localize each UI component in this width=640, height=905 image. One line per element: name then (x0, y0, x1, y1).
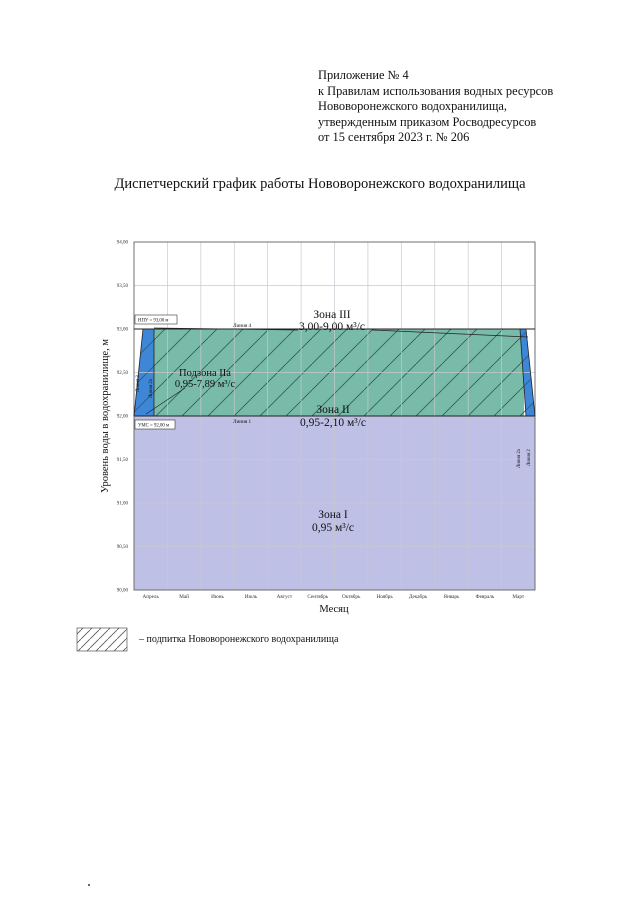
x-tick-label: Октябрь (342, 594, 361, 600)
x-tick-label: Январь (443, 594, 460, 600)
appendix-line: к Правилам использования водных ресурсов (318, 83, 554, 98)
zone-1-flow: 0,95 м³/с (311, 522, 355, 534)
legend (77, 628, 339, 651)
zone-2a-name: Подзона IIа (179, 368, 231, 379)
zone-2-name: Зона II (316, 404, 350, 416)
y-tick-label: 94,00 (116, 240, 128, 246)
y-tick-label: 92,50 (116, 371, 128, 376)
page-dot (88, 884, 90, 886)
line-2-label: Линия 2 (527, 449, 532, 466)
y-axis-label: Уровень воды в водохранилище, м (100, 338, 111, 494)
x-tick-label: Декабрь (408, 594, 428, 600)
x-axis-label: Месяц (319, 604, 349, 615)
x-tick-label: Август (276, 594, 293, 600)
appendix-line: утвержденным приказом Росводресурсов (318, 114, 537, 129)
x-tick-label: Февраль (475, 594, 495, 600)
line-4-label: Линия 4 (233, 323, 252, 329)
y-tick-label: 92,00 (116, 414, 128, 420)
y-tick-label: 90,00 (116, 588, 128, 594)
appendix-line: от 15 сентября 2023 г. № 206 (318, 130, 470, 145)
legend-hatch-label: – подпитка Нововоронежского водохранилища (139, 634, 339, 645)
zone-3-name: Зона III (313, 309, 351, 321)
y-tick-label: 90,50 (116, 545, 128, 550)
x-tick-label: Март (512, 594, 525, 600)
y-tick-label: 93,50 (116, 284, 128, 289)
zone-3-flow: 3,00-9,00 м³/с (299, 321, 365, 333)
line-2a-left-label: Линия 2а (149, 379, 154, 398)
x-tick-label: Май (179, 594, 189, 600)
x-tick-label: Июнь (211, 594, 224, 600)
x-tick-label: Ноябрь (376, 594, 393, 600)
line-2a-label: Линия 2а (517, 449, 522, 468)
appendix-line: Нововоронежского водохранилища, (318, 99, 507, 114)
line-3-label: Линия 3 (136, 375, 141, 392)
appendix-line: Приложение № 4 (318, 68, 409, 82)
y-tick-label: 91,00 (116, 501, 128, 507)
x-tick-label: Сентябрь (307, 594, 329, 600)
y-tick-label: 91,50 (116, 458, 128, 463)
x-tick-label: Июль (244, 594, 258, 600)
chart-title: Диспетчерский график работы Нововоронежского водохранилища (114, 176, 526, 192)
legend-hatch-swatch (77, 628, 127, 651)
zone-2-flow: 0,95-2,10 м³/с (300, 417, 366, 429)
zone-2a-flow: 0,95-7,89 м³/с (174, 379, 236, 390)
npu-label: НПУ = 93,00 м (138, 318, 169, 324)
x-tick-label: Апрель (142, 594, 159, 600)
y-tick-label: 93,00 (116, 327, 128, 333)
line-1-label: Линия 1 (233, 419, 252, 425)
ums-label: УМС = 92,00 м (138, 423, 169, 429)
zone-1-name: Зона I (318, 509, 348, 521)
